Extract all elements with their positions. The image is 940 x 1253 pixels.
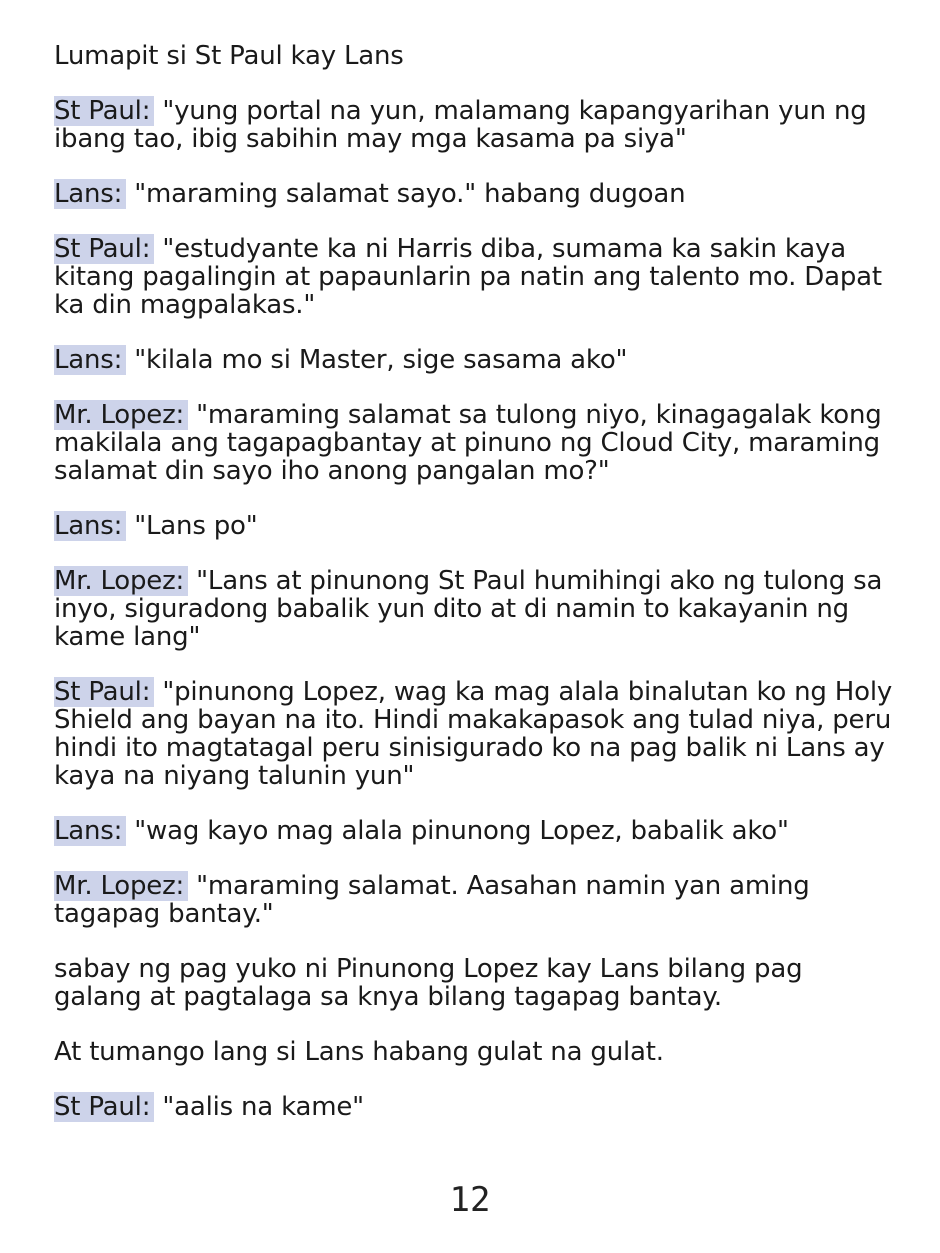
speaker-label: Mr. Lopez: xyxy=(54,400,188,430)
dialogue-paragraph xyxy=(54,817,894,845)
dialogue-paragraph xyxy=(54,512,894,540)
speaker-label: St Paul: xyxy=(54,1092,154,1122)
dialogue-text: "kilala mo si Master, sige sasama ako" xyxy=(126,345,628,375)
speaker-label: St Paul: xyxy=(54,677,154,707)
dialogue-paragraph xyxy=(54,346,894,374)
page-number: 12 xyxy=(449,1180,491,1220)
dialogue-text: "Lans at pinunong St Paul humihingi ako ng tulong sa inyo, siguradong babalik yun dito at di namin to kakayanin ng kame lang" xyxy=(54,566,883,652)
speaker-label: Lans: xyxy=(54,179,126,209)
speaker-label: Mr. Lopez: xyxy=(54,871,188,901)
dialogue-text: "maraming salamat sa tulong niyo, kinagagalak kong makilala ang tagapagbantay at pinuno ng Cloud City, maraming salamat din sayo iho anong pangalan mo?" xyxy=(54,400,882,486)
dialogue-paragraph xyxy=(54,180,894,208)
dialogue-text: "Lans po" xyxy=(126,511,258,541)
dialogue-paragraph xyxy=(54,401,894,485)
speaker-label: Lans: xyxy=(54,511,126,541)
dialogue-paragraph xyxy=(54,1093,894,1121)
story-page xyxy=(54,42,894,1148)
dialogue-text: "maraming salamat. Aasahan namin yan aming tagapag bantay." xyxy=(54,871,810,929)
dialogue-paragraph xyxy=(54,235,894,319)
opening-line: Lumapit si St Paul kay Lans xyxy=(54,41,404,71)
speaker-label: St Paul: xyxy=(54,234,154,264)
narration-paragraph: At tumango lang si Lans habang gulat na gulat. xyxy=(54,1037,664,1067)
dialogue-paragraph xyxy=(54,872,894,928)
dialogue-text: "estudyante ka ni Harris diba, sumama ka sakin kaya kitang pagalingin at papaunlarin pa natin ang talento mo. Dapat ka din magpalakas." xyxy=(54,234,882,320)
speaker-label: Mr. Lopez: xyxy=(54,566,188,596)
speaker-label: Lans: xyxy=(54,345,126,375)
speaker-label: Lans: xyxy=(54,816,126,846)
dialogue-text: "maraming salamat sayo." habang dugoan xyxy=(126,179,686,209)
dialogue-text: "pinunong Lopez, wag ka mag alala binalutan ko ng Holy Shield ang bayan na ito. Hindi makakapasok ang tulad niya, peru hindi ito magtatagal peru sinisigurado ko na pag balik ni Lans ay kaya na niyang talunin yun" xyxy=(54,677,893,791)
dialogue-text: "wag kayo mag alala pinunong Lopez, babalik ako" xyxy=(126,816,789,846)
speaker-label: St Paul: xyxy=(54,96,154,126)
dialogue-paragraph xyxy=(54,567,894,651)
dialogue-text: "yung portal na yun, malamang kapangyarihan yun ng ibang tao, ibig sabihin may mga kasama pa siya" xyxy=(54,96,867,154)
narration-paragraph: sabay ng pag yuko ni Pinunong Lopez kay Lans bilang pag galang at pagtalaga sa knya bilang tagapag bantay. xyxy=(54,954,803,1012)
dialogue-paragraph xyxy=(54,678,894,790)
dialogue-paragraph xyxy=(54,97,894,153)
dialogue-text: "aalis na kame" xyxy=(154,1092,364,1122)
